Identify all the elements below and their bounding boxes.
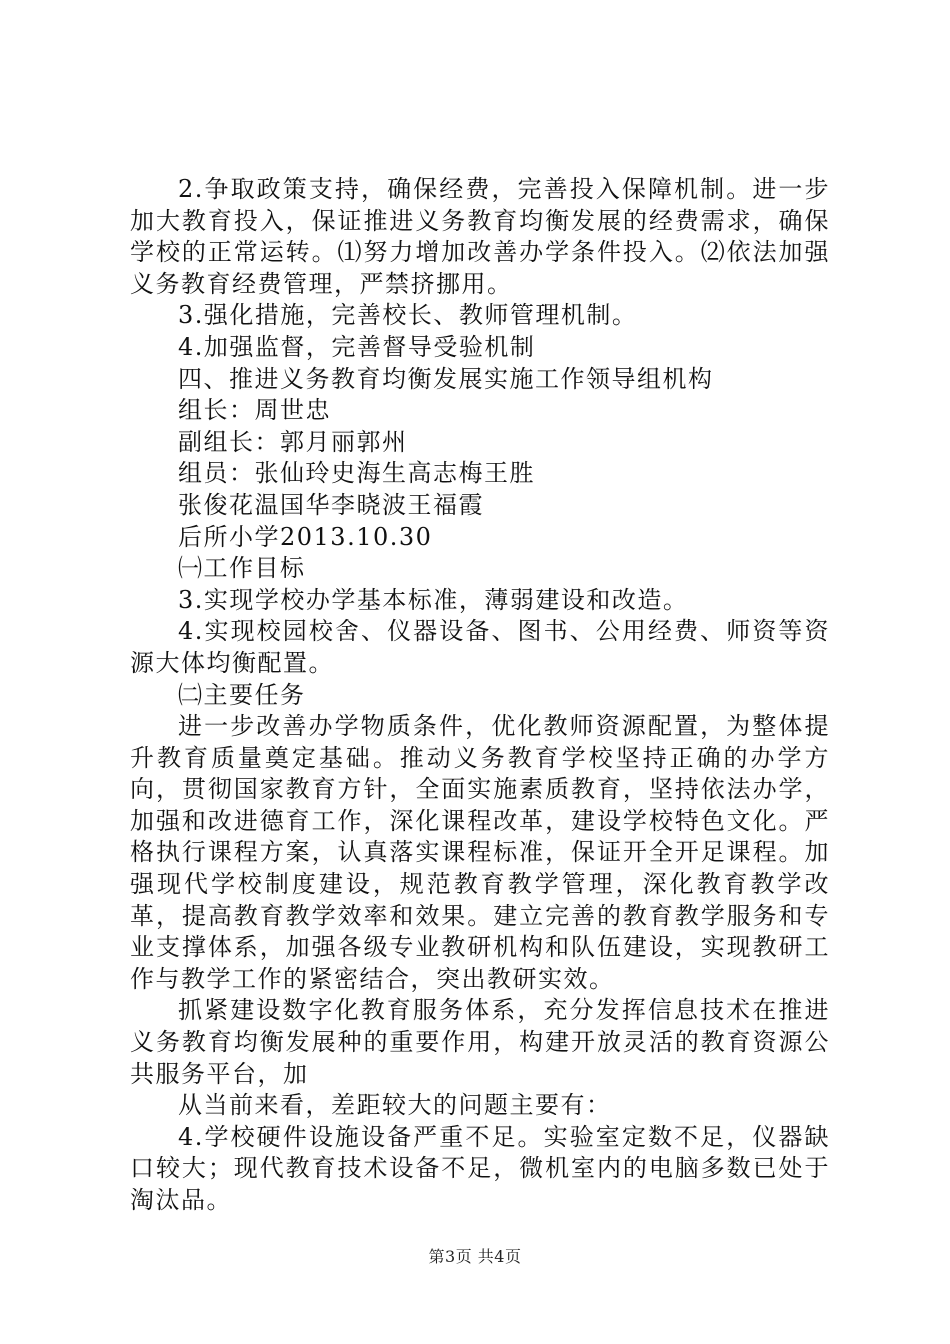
subheading-work-goals: ㈠工作目标: [178, 554, 306, 583]
subheading-main-tasks: ㈡主要任务: [178, 680, 306, 709]
document-body: [130, 174, 830, 1217]
section-heading-leadership: 四、推进义务教育均衡发展实施工作领导组机构: [178, 364, 714, 393]
paragraph-school-date: 后所小学2013.10.30: [178, 522, 433, 551]
paragraph-goal-3: 3.实现学校办学基本标准，薄弱建设和改造。: [178, 585, 689, 614]
paragraph-goal-4: 4.实现校园校舍、仪器设备、图书、公用经费、师资等资源大体均衡配置。: [130, 617, 830, 677]
paragraph-hardware-shortage: 4.学校硬件设施设备严重不足。实验室定数不足，仪器缺口较大；现代教育技术设备不足，微机室内的电脑多数已处于淘汰品。: [130, 1122, 830, 1214]
paragraph-main-tasks: 进一步改善办学物质条件，优化教师资源配置，为整体提升教育质量奠定基础。推动义务教育学校坚持正确的办学方向，贯彻国家教育方针，全面实施素质教育，坚持依法办学，加强和改进德育工作，深化课程改革，建设学校特色文化。严格执行课程方案，认真落实课程标准，保证开全开足课程。加强现代学校制度建设，规范教育教学管理，深化教育教学改革，提高教育教学效率和效果。建立完善的教育教学服务和专业支撑体系，加强各级专业教研机构和队伍建设，实现教研工作与教学工作的紧密结合，突出教研实效。: [130, 712, 830, 993]
paragraph-leader: 组长：周世忠: [178, 396, 331, 425]
page-footer: 第3页 共4页: [428, 1247, 522, 1266]
paragraph-current-problems: 从当前来看，差距较大的问题主要有：: [178, 1091, 612, 1120]
paragraph-deputy-leader: 副组长：郭月丽郭州: [178, 427, 408, 456]
paragraph-supervision: 4.加强监督，完善督导受验机制: [178, 332, 536, 361]
paragraph-funding: 2.争取政策支持，确保经费，完善投入保障机制。进一步加大教育投入，保证推进义务教育均衡发展的经费需求，确保学校的正常运转。⑴努力增加改善办学条件投入。⑵依法加强义务教育经费管理，严禁挤挪用。: [130, 175, 830, 298]
paragraph-members: 组员：张仙玲史海生高志梅王胜: [178, 459, 535, 488]
paragraph-members-continued: 张俊花温国华李晓波王福霞: [178, 490, 484, 519]
paragraph-digital-services: 抓紧建设数字化教育服务体系，充分发挥信息技术在推进义务教育均衡发展种的重要作用，构建开放灵活的教育资源公共服务平台，加: [130, 996, 830, 1088]
paragraph-management: 3.强化措施，完善校长、教师管理机制。: [178, 301, 638, 330]
